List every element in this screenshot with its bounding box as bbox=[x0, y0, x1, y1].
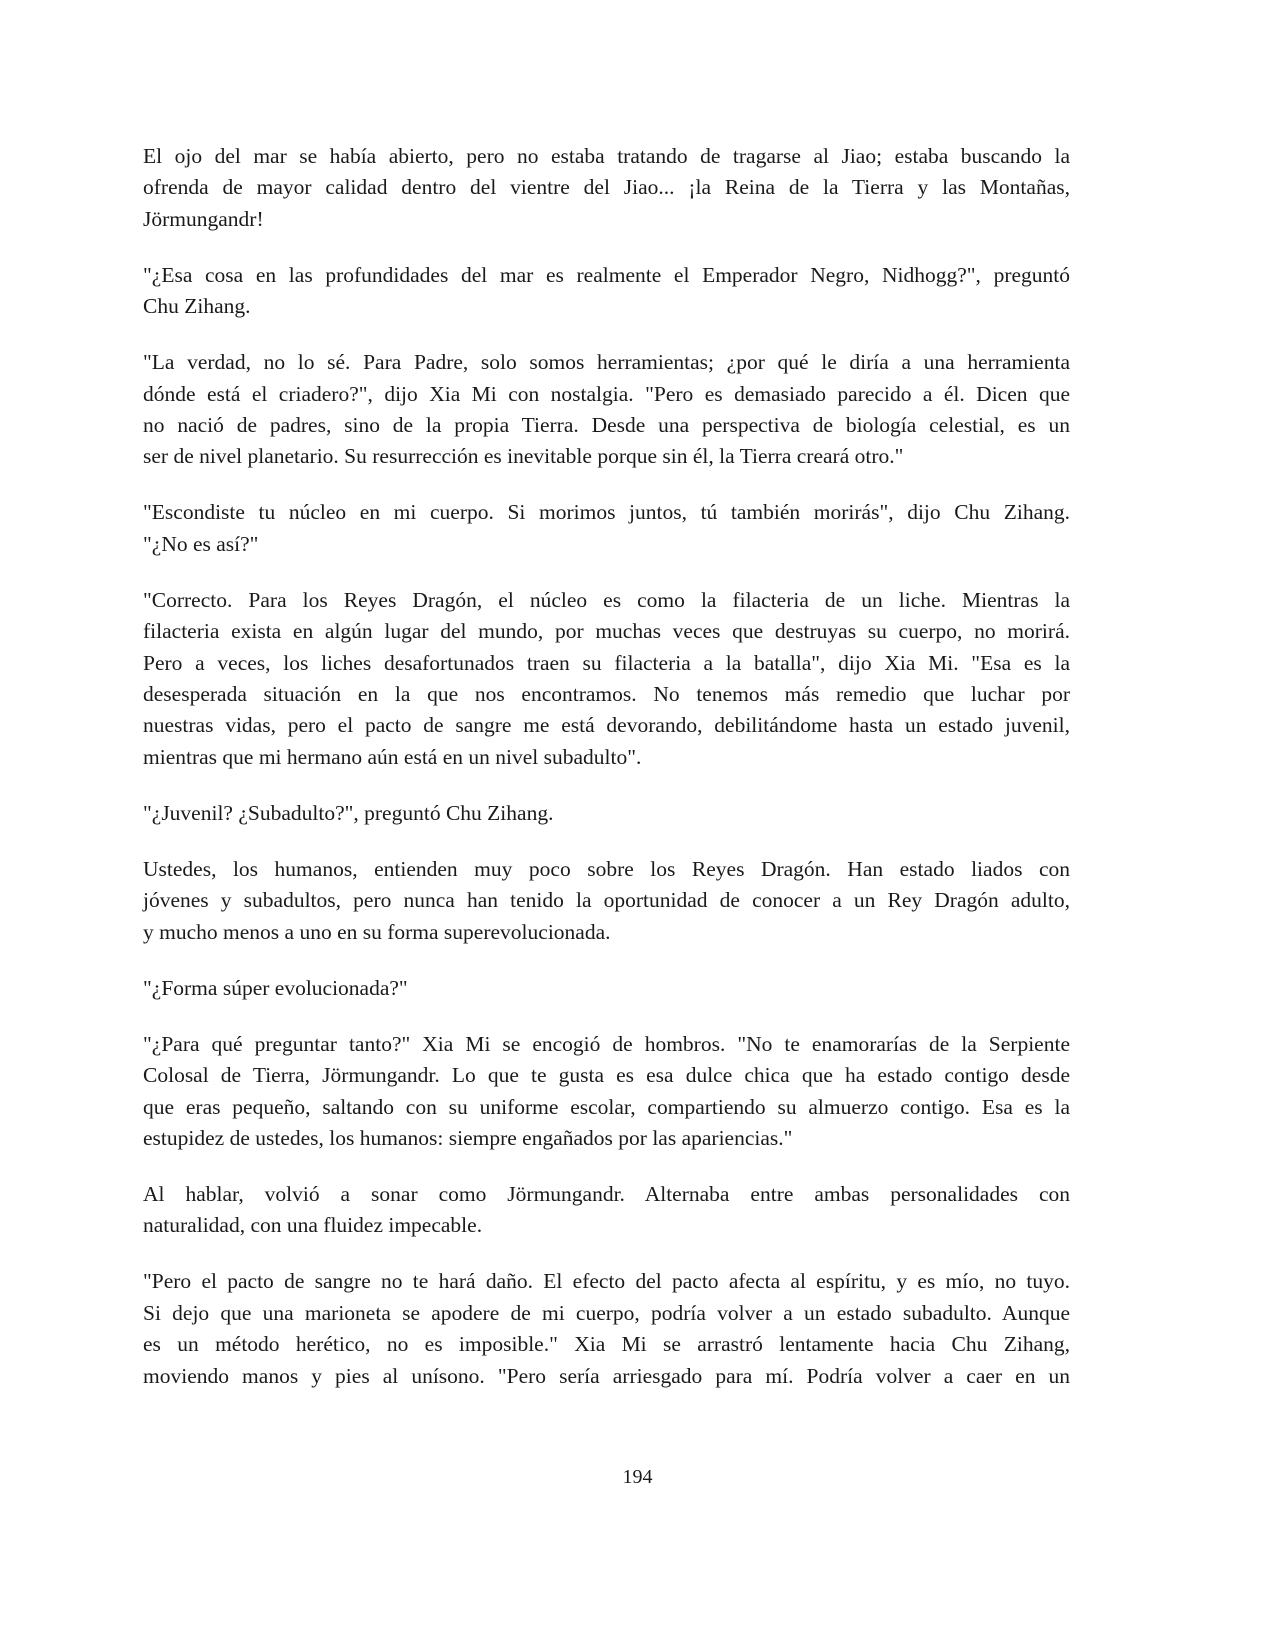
paragraph bbox=[143, 854, 1070, 948]
paragraph bbox=[143, 585, 1070, 773]
page-body bbox=[143, 141, 1070, 1417]
text-line: es un método herético, no es imposible." Xia Mi se arrastró lentamente hacia Chu Zihang, bbox=[143, 1332, 1070, 1357]
text-line: "¿Para qué preguntar tanto?" Xia Mi se encogió de hombros. "No te enamorarías de la Serpiente bbox=[143, 1031, 1070, 1056]
text-line: y mucho menos a uno en su forma superevolucionada. bbox=[143, 919, 611, 944]
text-line: El ojo del mar se había abierto, pero no estaba tratando de tragarse al Jiao; estaba buscando la bbox=[143, 144, 1070, 168]
paragraph bbox=[143, 141, 1070, 235]
text-line: filacteria exista en algún lugar del mundo, por muchas veces que destruyas su cuerpo, no morirá. bbox=[143, 619, 1070, 644]
text-line: moviendo manos y pies al unísono. "Pero sería arriesgado para mí. Podría volver a caer en un bbox=[143, 1363, 1070, 1388]
text-line: naturalidad, con una fluidez impecable. bbox=[143, 1213, 483, 1238]
text-line: Chu Zihang. bbox=[143, 294, 251, 319]
paragraph bbox=[143, 798, 1070, 829]
text-line: "¿No es así?" bbox=[143, 531, 259, 556]
text-line: "Correcto. Para los Reyes Dragón, el núcleo es como la filacteria de un liche. Mientras la bbox=[143, 587, 1070, 612]
text-line: dónde está el criadero?", dijo Xia Mi con nostalgia. "Pero es demasiado parecido a él. Dicen que bbox=[143, 381, 1070, 406]
text-line: "La verdad, no lo sé. Para Padre, solo somos herramientas; ¿por qué le diría a una herramienta bbox=[143, 350, 1070, 375]
paragraph bbox=[143, 1029, 1070, 1155]
text-line: ser de nivel planetario. Su resurrección es inevitable porque sin él, la Tierra creará otro." bbox=[143, 444, 904, 469]
paragraph bbox=[143, 1179, 1070, 1242]
text-line: "¿Esa cosa en las profundidades del mar es realmente el Emperador Negro, Nidhogg?", preguntó bbox=[143, 262, 1070, 287]
text-line: "Escondiste tu núcleo en mi cuerpo. Si morimos juntos, tú también morirás", dijo Chu Zihang. bbox=[143, 500, 1070, 525]
text-line: Jörmungandr! bbox=[143, 206, 264, 231]
paragraph bbox=[143, 973, 1070, 1004]
text-line: Ustedes, los humanos, entienden muy poco sobre los Reyes Dragón. Han estado liados con bbox=[143, 856, 1070, 881]
paragraph bbox=[143, 497, 1070, 560]
text-line: jóvenes y subadultos, pero nunca han tenido la oportunidad de conocer a un Rey Dragón adulto, bbox=[143, 888, 1070, 913]
text-line: estupidez de ustedes, los humanos: siempre engañados por las apariencias." bbox=[143, 1125, 793, 1150]
text-line: ofrenda de mayor calidad dentro del vientre del Jiao... ¡la Reina de la Tierra y las Montañas, bbox=[143, 175, 1070, 200]
text-line: Al hablar, volvió a sonar como Jörmungandr. Alternaba entre ambas personalidades con bbox=[143, 1181, 1070, 1206]
text-line: "Pero el pacto de sangre no te hará daño. El efecto del pacto afecta al espíritu, y es mío, no tuyo. bbox=[143, 1269, 1070, 1294]
text-line: que eras pequeño, saltando con su uniforme escolar, compartiendo su almuerzo contigo. Esa es la bbox=[143, 1094, 1070, 1119]
paragraph bbox=[143, 347, 1070, 473]
page-number: 194 bbox=[622, 1466, 653, 1488]
text-line: "¿Forma súper evolucionada?" bbox=[143, 975, 408, 1000]
text-line: no nació de padres, sino de la propia Tierra. Desde una perspectiva de biología celestial, es un bbox=[143, 413, 1070, 438]
text-line: Si dejo que una marioneta se apodere de mi cuerpo, podría volver a un estado subadulto. Aunque bbox=[143, 1300, 1070, 1325]
text-line: desesperada situación en la que nos encontramos. No tenemos más remedio que luchar por bbox=[143, 682, 1070, 707]
text-line: Pero a veces, los liches desafortunados traen su filacteria a la batalla", dijo Xia Mi. "Esa es la bbox=[143, 650, 1070, 675]
text-line: Colosal de Tierra, Jörmungandr. Lo que te gusta es esa dulce chica que ha estado contigo desde bbox=[143, 1063, 1070, 1088]
text-line: nuestras vidas, pero el pacto de sangre me está devorando, debilitándome hasta un estado juvenil, bbox=[143, 713, 1070, 738]
text-line: mientras que mi hermano aún está en un nivel subadulto". bbox=[143, 744, 642, 769]
text-line: "¿Juvenil? ¿Subadulto?", preguntó Chu Zihang. bbox=[143, 800, 554, 825]
paragraph bbox=[143, 260, 1070, 323]
paragraph bbox=[143, 1266, 1070, 1392]
